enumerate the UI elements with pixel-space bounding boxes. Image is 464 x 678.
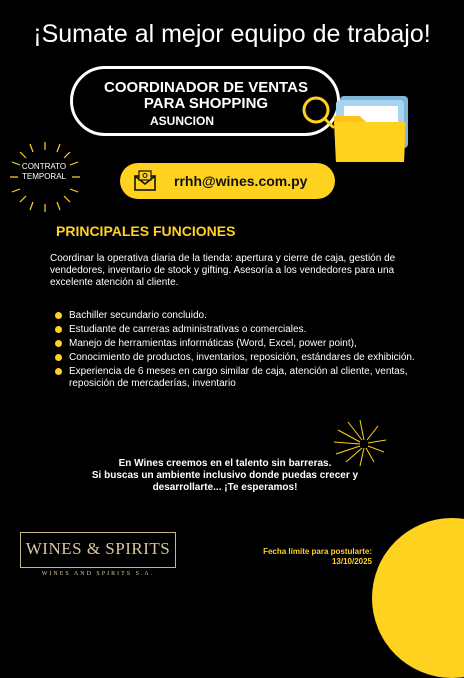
closing-message [50, 458, 400, 494]
deadline-label: Fecha límite para postularte: [263, 547, 372, 556]
requirement-text: Conocimiento de productos, inventarios, reposición, estándares de exhibición. [69, 352, 415, 363]
closing-line1: En Wines creemos en el talento sin barreras. [118, 458, 332, 469]
bullet-icon [55, 312, 62, 319]
requirement-item [55, 324, 415, 336]
deadline-value: 13/10/2025 [331, 557, 372, 566]
requirement-text: Bachiller secundario concluido. [69, 310, 207, 321]
job-location: ASUNCION [149, 114, 214, 128]
functions-title: PRINCIPALES FUNCIONES [56, 223, 236, 239]
folder-icon [334, 96, 408, 162]
requirement-text: Experiencia de 6 meses en cargo similar de caja, atención al cliente, ventas, reposición de mercaderías, inventario [69, 366, 408, 389]
requirement-text: Manejo de herramientas informáticas (Word, Excel, power point), [69, 338, 357, 349]
headline: ¡Sumate al mejor equipo de trabajo! [33, 20, 431, 48]
search-folder-illustration [298, 92, 418, 168]
contract-line2: TEMPORAL [21, 172, 66, 181]
requirement-item [55, 366, 415, 390]
logo-subtitle: WINES AND SPIRITS S.A. [41, 571, 155, 577]
job-title-line2: PARA SHOPPING [143, 95, 269, 112]
closing-line3: desarrollarte... ¡Te esperamos! [152, 482, 298, 493]
magnifier-icon [304, 98, 333, 127]
logo-wordmark: WINES & SPIRITS [25, 539, 171, 558]
envelope-icon [133, 170, 157, 192]
contract-line1: CONTRATO [21, 162, 67, 171]
corner-decoration [372, 518, 464, 678]
bullet-icon [55, 368, 62, 375]
requirement-text: Estudiante de carreras administrativas o comerciales. [69, 324, 307, 335]
bullet-icon [55, 326, 62, 333]
bullet-icon [55, 354, 62, 361]
contract-type [8, 162, 80, 182]
requirements-list [55, 310, 415, 392]
bullet-icon [55, 340, 62, 347]
requirement-item [55, 310, 415, 322]
requirement-item [55, 352, 415, 364]
closing-line2: Si buscas un ambiente inclusivo donde puedas crecer y [91, 470, 359, 481]
requirement-item [55, 338, 415, 350]
job-title-line1: COORDINADOR DE VENTAS [104, 79, 308, 96]
contact-email[interactable]: rrhh@wines.com.py [174, 173, 308, 189]
functions-description: Coordinar la operativa diaria de la tienda: apertura y cierre de caja, gestión de vendedores, inventario de stock y gifting. Asesoría a los vendedores para una excelente atención al cliente. [50, 253, 396, 288]
